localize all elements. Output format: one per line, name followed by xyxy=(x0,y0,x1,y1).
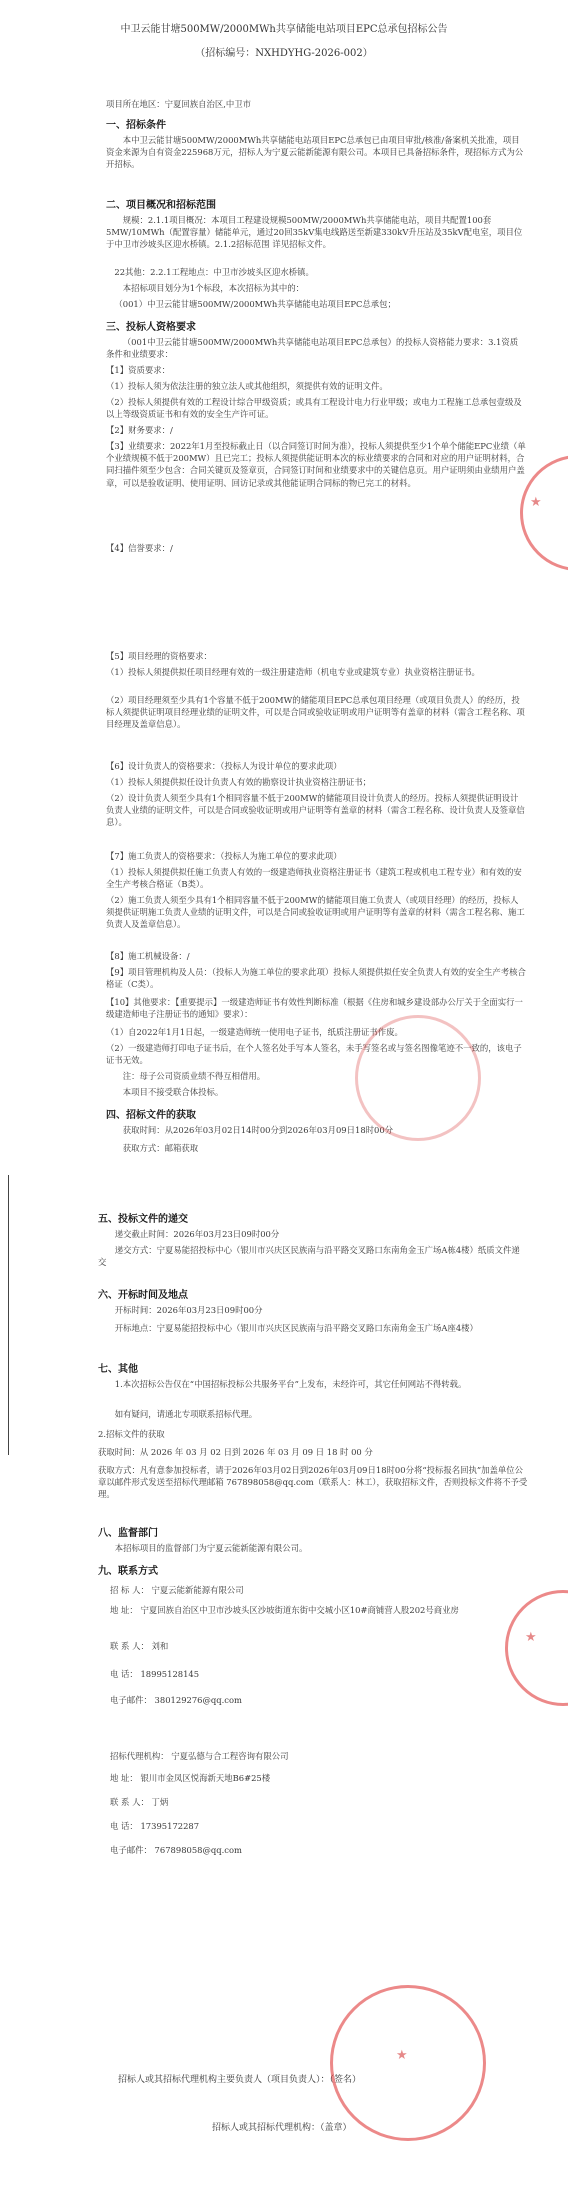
tenderer-email: 380129276@qq.com xyxy=(154,1695,242,1705)
tenderer-contact-row xyxy=(110,1640,530,1652)
tenderer-label: 招 标 人： xyxy=(110,1585,149,1595)
other-obtain-time: 获取时间：从 2026 年 03 月 02 日到 2026 年 03 月 09 日 18 时 00 分 xyxy=(98,1447,373,1457)
bid-number: （招标编号：NXHDYHG-2026-002） xyxy=(195,48,373,59)
tenderer-contact-label: 联 系 人： xyxy=(110,1641,149,1651)
notice-title: 中卫云能甘塘500MW/2000MWh共享储能电站项目EPC总承包招标公告 xyxy=(120,24,448,35)
machinery-requirement: 【8】施工机械设备：/ xyxy=(106,951,190,961)
agent-contact-label: 联 系 人： xyxy=(110,1797,149,1807)
tenderer-phone-label: 电 话： xyxy=(110,1669,138,1679)
heading-qualification: 三、投标人资格要求 xyxy=(106,322,196,333)
other-publication: 1.本次招标公告仅在“中国招标投标公共服务平台”上发布，未经许可，其它任何网站不得转载。 xyxy=(114,1379,467,1389)
project-site-text: 22其他：2.2.1工程地点：中卫市沙坡头区迎水桥镇。 xyxy=(114,267,314,277)
seal-mark-3: ★ xyxy=(525,1630,537,1645)
lot-name-text: （001）中卫云能甘塘500MW/2000MWh共享储能电站项目EPC总承包； xyxy=(114,299,396,309)
seal-mark-1: ★ xyxy=(530,495,542,510)
agent-address: 银川市金凤区悦海新天地B6#25楼 xyxy=(140,1773,271,1783)
heading-supervision: 八、监督部门 xyxy=(98,1528,158,1539)
heading-obtain-documents: 四、招标文件的获取 xyxy=(106,1110,196,1121)
opening-time: 开标时间：2026年03月23日09时00分 xyxy=(114,1305,263,1315)
submission-method: 递交方式：宁夏易能招投标中心（银川市兴庆区民族南与沿平路交叉路口东南角金玉广场A栋4楼）纸质文件递交 xyxy=(98,1245,520,1268)
project-location: 项目所在地区：宁夏回族自治区,中卫市 xyxy=(106,99,252,109)
tenderer-phone: 18995128145 xyxy=(140,1669,200,1679)
company-seal-4 xyxy=(330,1985,486,2141)
heading-other: 七、其他 xyxy=(98,1364,138,1375)
pm-certificate: （1）投标人须提供拟任项目经理有效的一级注册建造师（机电专业或建筑专业）执业资格注册证书。 xyxy=(106,667,480,677)
opening-place: 开标地点：宁夏易能招投标中心（银川市兴庆区民族南与沿平路交叉路口东南角金玉广场A座4楼） xyxy=(114,1323,478,1333)
other-obtain-method: 获取方式：凡有意参加投标者，请于2026年03月02日到2026年03月09日18时00分将“投标报名回执”加盖单位公章以邮件形式发送至招标代理邮箱 767898058@qq.com（联系人：林工），获取招标文件，否则投标文件将不予受理。 xyxy=(98,1465,528,1500)
obtain-time: 获取时间：从2026年03月02日14时00分到2026年03月09日18时00分 xyxy=(122,1125,394,1135)
tenderer-address-row xyxy=(110,1604,530,1616)
e-certificate-rule-1: （1）自2022年1月1日起，一级建造师统一使用电子证书，纸质注册证书作废。 xyxy=(106,1027,403,1037)
agent-name: 宁夏弘德与合工程咨询有限公司 xyxy=(171,1751,289,1761)
tenderer-email-label: 电子邮件： xyxy=(110,1695,152,1705)
tenderer-phone-row xyxy=(110,1668,530,1680)
agent-email-label: 电子邮件： xyxy=(110,1845,152,1855)
agent-phone-row xyxy=(110,1820,530,1832)
signature-line-leader: 招标人或其招标代理机构主要负责人（项目负责人）：（签名） xyxy=(118,2075,362,2085)
heading-bidding-conditions: 一、招标条件 xyxy=(106,120,166,131)
company-seal-1 xyxy=(520,455,568,571)
construction-lead-label: 【7】施工负责人的资格要求：（投标人为施工单位的要求此项） xyxy=(106,851,342,861)
supervision-text: 本招标项目的监督部门为宁夏云能新能源有限公司。 xyxy=(114,1543,308,1553)
other-requirement: 【10】其他要求：【重要提示】一级建造师证书有效性判断标准（根据《住房和城乡建设部办公厅关于全面实行一级建造师电子注册证书的通知》要求）： xyxy=(106,997,523,1020)
qualification-certificates: （2）投标人须提供有效的工程设计综合甲级资质；或具有工程设计电力行业甲级；或电力工程施工总承包壹级及以上等级资质证书和有效的安全生产许可证。 xyxy=(106,397,522,420)
note-no-consortium: 本项目不接受联合体投标。 xyxy=(122,1087,224,1097)
agent-contact-row xyxy=(110,1796,530,1808)
construction-lead-certificate: （1）投标人须提供拟任施工负责人有效的一级建造师执业资格注册证书（建筑工程或机电工程专业）和有效的安全生产考核合格证（B类）。 xyxy=(106,867,522,890)
designer-certificate: （1）投标人须提供拟任设计负责人有效的勘察设计执业资格注册证书； xyxy=(106,777,371,787)
bidding-conditions-text: 本中卫云能甘塘500MW/2000MWh共享储能电站项目EPC总承包已由项目审批/核准/备案机关批准，项目资金来源为自有资金225968万元，招标人为宁夏云能新能源有限公司。本项目已具备招标条件，现招标方式为公开招标。 xyxy=(106,135,524,170)
performance-requirement: 【3】业绩要求：2022年1月至投标截止日（以合同签订时间为准），投标人须提供至少1个单个储能EPC业绩（单个业绩规模不低于200MW）且已完工；投标人须提供能证明本次的标业绩要求的合同和对应的用户证明材料，合同扫描件须至少包含：合同关键页及签章页，合同签订时间和业绩要求中的关键信息页。用户证明须由业绩用户盖章，可以是验收证明、使用证明、回访记录或其他能证明合同标的物已完工的材料。 xyxy=(106,441,526,488)
heading-contact: 九、联系方式 xyxy=(98,1566,158,1577)
qualification-legal-entity: （1）投标人须为依法注册的独立法人或其他组织，须提供有效的证明文件。 xyxy=(106,381,388,391)
project-scale-text: 规模：2.1.1项目概况：本项目工程建设规模500MW/2000MWh共享储能电站，项目共配置100套5MW/10MWh（配置容量）储能单元，通过20回35kV集电线路送至新建330kV升压站及35kV配电室，项目位于中卫市沙坡头区迎水桥镇。2.1.2招标范围 详见招标文件。 xyxy=(106,215,523,250)
agent-phone-label: 电 话： xyxy=(110,1821,138,1831)
agent-phone: 17395172287 xyxy=(140,1821,200,1831)
pm-requirement-label: 【5】项目经理的资格要求： xyxy=(106,651,212,661)
submission-deadline: 递交截止时间：2026年03月23日09时00分 xyxy=(114,1229,280,1239)
seal-mark-4: ★ xyxy=(396,2048,408,2063)
other-obtain-label: 2.招标文件的获取 xyxy=(98,1429,165,1439)
page-edge-line xyxy=(8,1175,9,1455)
other-contact-note: 如有疑问，请通北专项联系招标代理。 xyxy=(114,1409,258,1419)
construction-lead-experience: （2）施工负责人须至少具有1个相同容量不低于200MW的储能项目施工负责人（或项目经理）的经历，投标人须提供证明施工负责人业绩的证明文件，可以是合同或验收证明或用户证明等有盖章的材料（需含工程名称、施工负责人及盖章信息）。 xyxy=(106,895,525,930)
designer-requirement-label: 【6】设计负责人的资格要求：（投标人为设计单位的要求此项） xyxy=(106,761,342,771)
signature-line-seal: 招标人或其招标代理机构：（盖章） xyxy=(212,2123,352,2133)
designer-experience: （2）设计负责人须至少具有1个相同容量不低于200MW的储能项目设计负责人的经历。投标人须提供证明设计负责人业绩的证明文件，可以是合同或验收证明或用户证明等有盖章的材料（需含工程名称、设计负责人及签章信息）。 xyxy=(106,793,525,828)
reputation-requirement: 【4】信誉要求：/ xyxy=(106,543,173,553)
company-seal-2 xyxy=(355,1015,481,1141)
agent-row xyxy=(110,1750,530,1762)
heading-opening: 六、开标时间及地点 xyxy=(98,1290,188,1301)
qualification-label: 【1】资质要求： xyxy=(106,365,170,375)
note-parent-company: 注：母子公司资质业绩不得互相借用。 xyxy=(122,1071,266,1081)
tenderer-name: 宁夏云能新能源有限公司 xyxy=(151,1585,244,1595)
heading-submission: 五、投标文件的递交 xyxy=(98,1214,188,1225)
tenderer-address: 宁夏回族自治区中卫市沙坡头区沙坡街道东街中交城小区10#商铺营人股202号商业房 xyxy=(140,1605,459,1615)
pm-experience: （2）项目经理须至少具有1个容量不低于200MW的储能项目EPC总承包项目经理（或项目负责人）的经历，投标人须提供证明项目经理业绩的证明文件，可以是合同或验收证明或用户证明等有盖章的材料（需含工程名称、项目经理及盖章信息）。 xyxy=(106,695,525,730)
tenderer-row xyxy=(110,1584,530,1596)
agent-email: 767898058@qq.com xyxy=(154,1845,242,1855)
agent-address-label: 地 址： xyxy=(110,1773,138,1783)
lot-division-text: 本招标项目划分为1个标段，本次招标为其中的： xyxy=(122,283,304,293)
tenderer-email-row xyxy=(110,1694,530,1706)
obtain-method: 获取方式：邮箱获取 xyxy=(122,1143,199,1153)
heading-project-overview: 二、项目概况和招标范围 xyxy=(106,200,216,211)
qualification-intro: （001中卫云能甘塘500MW/2000MWh共享储能电站项目EPC总承包）的投标人资格能力要求：3.1资质条件和业绩要求： xyxy=(106,337,519,360)
tenderer-contact: 刘和 xyxy=(151,1641,169,1651)
agent-email-row xyxy=(110,1844,530,1856)
tenderer-address-label: 地 址： xyxy=(110,1605,138,1615)
agent-contact: 丁炳 xyxy=(151,1797,169,1807)
agent-address-row xyxy=(110,1772,530,1784)
agent-label: 招标代理机构： xyxy=(110,1751,169,1761)
e-certificate-rule-2: （2）一级建造师打印电子证书后，在个人签名处手写本人签名，未手写签名或与签名图像笔迹不一致的，该电子证书无效。 xyxy=(106,1043,522,1066)
staff-requirement: 【9】项目管理机构及人员：（投标人为施工单位的要求此项）投标人须提供拟任安全负责人有效的安全生产考核合格证（C类）。 xyxy=(106,967,526,990)
financial-requirement: 【2】财务要求：/ xyxy=(106,425,173,435)
